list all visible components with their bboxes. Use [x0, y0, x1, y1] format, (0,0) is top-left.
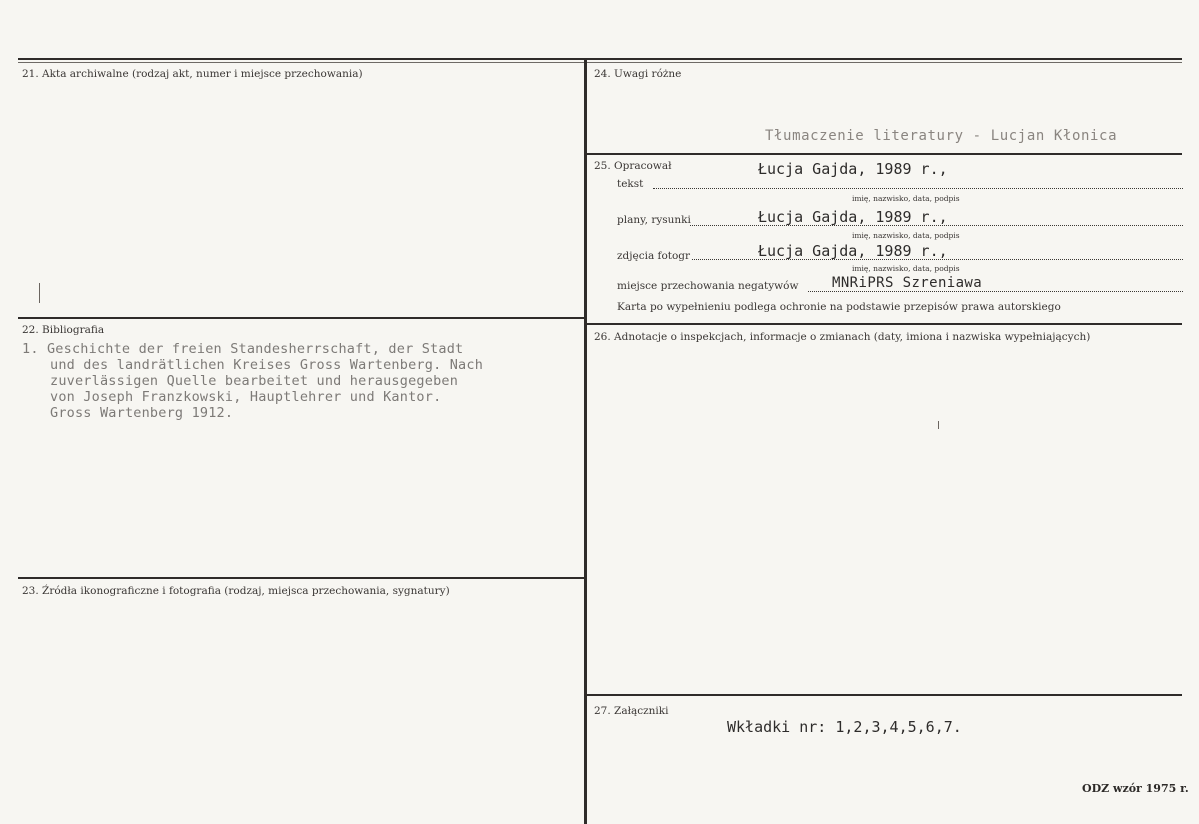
- right-rule-25: [587, 153, 1182, 155]
- section-26-label: 26. Adnotacje o inspekcjach, informacje o zmianach (daty, imiona i nazwiska wypełniających): [594, 331, 1091, 343]
- plans-row-hint: imię, nazwisko, data, podpis: [852, 231, 960, 240]
- section-22-label: 22. Bibliografia: [22, 324, 105, 336]
- negatives-row-value: MNRiPRS Szreniawa: [832, 275, 983, 291]
- bibliography-line-5: Gross Wartenberg 1912.: [50, 405, 234, 421]
- text-row-value: Łucja Gajda, 1989 r.,: [758, 160, 948, 178]
- photos-row-dotted-line: [692, 259, 1183, 260]
- plans-row-value: Łucja Gajda, 1989 r.,: [758, 208, 948, 226]
- text-row-dotted-line: [653, 188, 1183, 189]
- attachments-value: Wkładki nr: 1,2,3,4,5,6,7.: [727, 718, 962, 736]
- left-rule-22: [18, 317, 584, 319]
- center-divider: [584, 58, 587, 824]
- section-24-note: Tłumaczenie literatury - Lucjan Kłonica: [765, 128, 1118, 144]
- right-rule-27: [587, 694, 1182, 696]
- negatives-row-dotted-line: [808, 291, 1183, 292]
- top-rule: [18, 58, 1182, 60]
- section-27-label: 27. Załączniki: [594, 705, 669, 717]
- photos-row-hint: imię, nazwisko, data, podpis: [852, 264, 960, 273]
- form-identifier: ODZ wzór 1975 r.: [1082, 782, 1189, 795]
- plans-row-label: plany, rysunki: [617, 214, 691, 226]
- right-rule-26: [587, 323, 1182, 325]
- stray-mark-left: [39, 283, 40, 303]
- top-rule-second: [18, 62, 1182, 63]
- bibliography-line-4: von Joseph Franzkowski, Hauptlehrer und Kantor.: [50, 389, 442, 405]
- section-24-label: 24. Uwagi różne: [594, 68, 682, 80]
- photos-row-value: Łucja Gajda, 1989 r.,: [758, 242, 948, 260]
- section-25-label: 25. Opracował: [594, 160, 672, 172]
- bibliography-line-1: 1. Geschichte der freien Standesherrschaft, der Stadt: [22, 341, 464, 357]
- bibliography-line-2: und des landrätlichen Kreises Gross Wartenberg. Nach: [50, 357, 484, 373]
- section-23-label: 23. Źródła ikonograficzne i fotografia (rodzaj, miejsca przechowania, sygnatury): [22, 585, 450, 597]
- negatives-row-label: miejsce przechowania negatywów: [617, 280, 799, 292]
- left-rule-23: [18, 577, 584, 579]
- copyright-notice: Karta po wypełnieniu podlega ochronie na podstawie przepisów prawa autorskiego: [617, 301, 1061, 313]
- stray-mark-right: [938, 421, 939, 429]
- plans-row-dotted-line: [690, 225, 1183, 226]
- photos-row-label: zdjęcia fotogr: [617, 250, 691, 262]
- text-row-label: tekst: [617, 178, 644, 190]
- text-row-hint: imię, nazwisko, data, podpis: [852, 194, 960, 203]
- section-21-label: 21. Akta archiwalne (rodzaj akt, numer i miejsce przechowania): [22, 68, 363, 80]
- bibliography-line-3: zuverlässigen Quelle bearbeitet und herausgegeben: [50, 373, 459, 389]
